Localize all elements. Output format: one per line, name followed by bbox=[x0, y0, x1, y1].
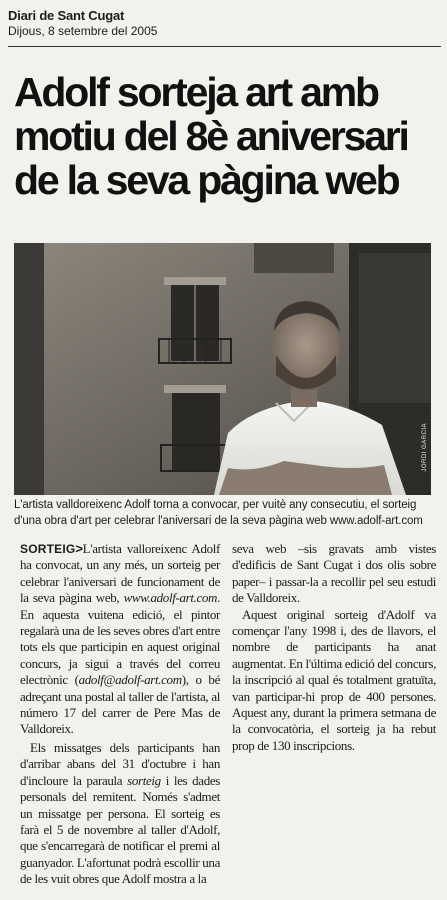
headline: Adolf sorteja art amb motiu del 8è aniversari de la seva pàgina web bbox=[14, 69, 408, 203]
email-link: adolf@adolf-art.com bbox=[78, 672, 182, 688]
publication-name: Diari de Sant Cugat bbox=[8, 8, 125, 23]
masthead bbox=[8, 8, 157, 38]
bleed-through-shadow bbox=[442, 78, 447, 122]
section-lead-word: SORTEIG bbox=[20, 542, 76, 556]
masthead-rule bbox=[8, 46, 441, 47]
paragraph-text: i les dades personals del remitent. Només s'admet un missatge per persona. El sorteig es farà el 5 de novembre al taller d'Adolf, que s'encarregarà de notificar el premi al guanyador. L'afortunat podrà escollir una de les vuit obres que Adolf mostra a la bbox=[20, 772, 220, 887]
article-paragraph-3: Aquest original sorteig d'Adolf va començar l'any 1998 i, des de llavors, el nombre de participants ha anat augmentat. En l'última edició del concurs, la inscripció al qual és totalment gratuïta, van participar-hi prop de 400 persones. Aquest any, durant la primera setmana de la convocatòria, el sorteig ja ha rebut prop de 130 inscripcions. bbox=[232, 606, 436, 753]
article-photo bbox=[14, 243, 431, 495]
website-link: www.adolf-art.com bbox=[123, 590, 218, 606]
paragraph-text: . En aquesta vuitena edició, el pintor regalarà una de les seves obres d'art entre tots els que participin en aquest original concurs, ja sigui a través del correu electrònic ( bbox=[20, 590, 220, 688]
paragraph-text: L'artista valloreixenc Adolf ha convocat, un any més, un sorteig per celebrar l'aniversari de funcionament de la seva pàgina web, bbox=[20, 541, 220, 606]
paragraph-text: Els missatges dels participants han d'arribar abans del 31 d'octubre i han d'incloure la paraula bbox=[20, 739, 220, 788]
article-column-left bbox=[20, 541, 220, 888]
article-paragraph-1 bbox=[20, 541, 220, 738]
keyword: sorteig bbox=[127, 772, 161, 788]
article-paragraph-2-continued: seva web –sis gravats amb vistes d'edificis de Sant Cugat i dos olis sobre paper– i passar-la a recollir pel seu estudi de Valldoreix. bbox=[232, 541, 436, 606]
article-paragraph-2 bbox=[20, 740, 220, 888]
photo-caption: L'artista valldoreixenc Adolf torna a convocar, per vuitè any consecutiu, el sorteig d'una obra d'art per celebrar l'aniversari de la seva pàgina web www.adolf-art.com bbox=[14, 499, 423, 527]
photo-credit: JORDI GARCÍA bbox=[422, 423, 428, 472]
lead-arrow: > bbox=[75, 541, 83, 556]
paragraph-text: ), o bé adreçant una postal al taller de l'artista, al número 17 del carrer de Pere Mas de Valldoreix. bbox=[20, 672, 220, 737]
photo-illustration bbox=[14, 243, 431, 495]
article-column-right bbox=[232, 541, 436, 754]
publication-date: Dijous, 8 setembre del 2005 bbox=[8, 24, 158, 38]
